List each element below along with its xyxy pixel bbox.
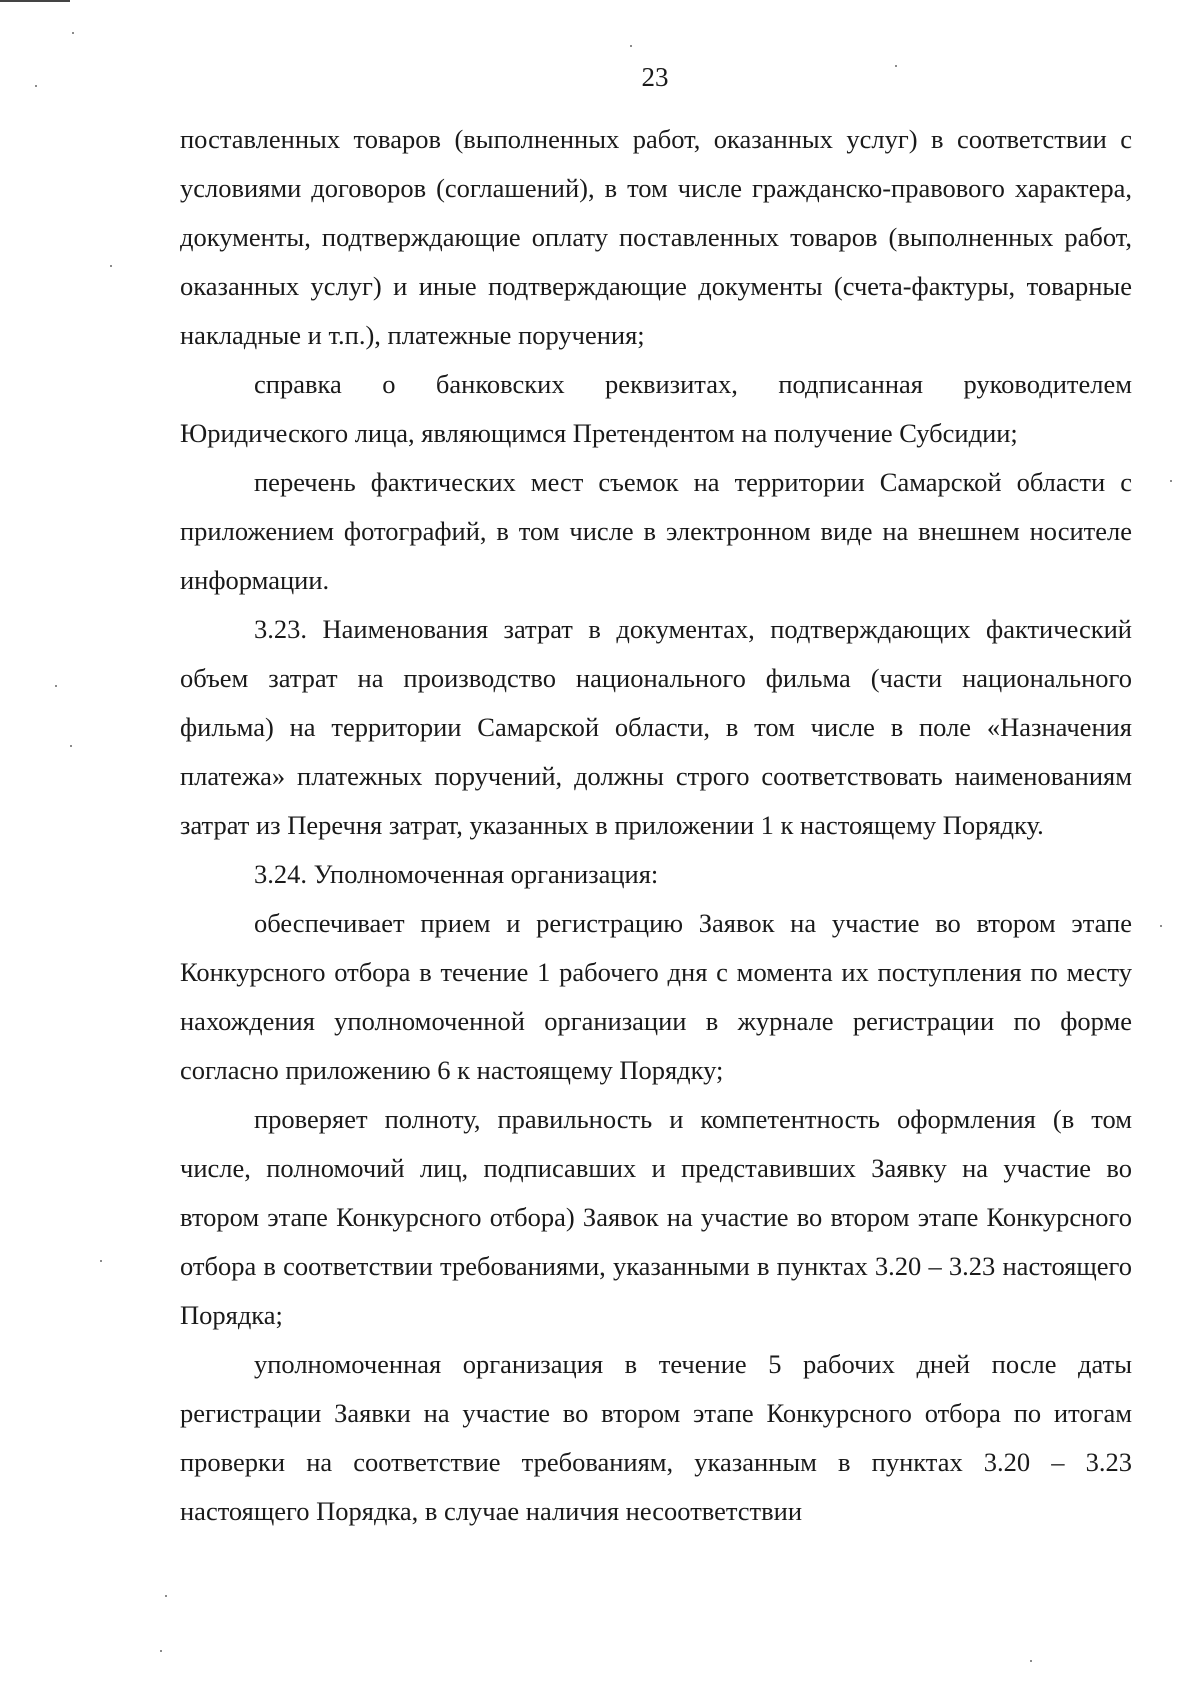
page-number: 23: [641, 62, 669, 92]
paragraph-bank-details: справка о банковских реквизитах, подписанная руководителем Юридического лица, являющимся Претендентом на получение Субсидии;: [180, 369, 1132, 448]
scan-speck: [630, 45, 632, 47]
paragraph-review-period: уполномоченная организация в течение 5 рабочих дней после даты регистрации Заявки на участие во втором этапе Конкурсного отбора по итогам проверки на соответствие требованиям, указанным в пунктах 3.20 – 3.23 настоящего Порядка, в случае наличия несоответствии: [180, 1349, 1132, 1526]
scan-speck: [72, 32, 74, 34]
paragraph-clause-3-24: 3.24. Уполномоченная организация:: [254, 859, 659, 889]
scan-speck: [100, 1260, 102, 1262]
paragraph-filming-locations: перечень фактических мест съемок на территории Самарской области с приложением фотографий, в том числе в электронном виде на внешнем носителе информации.: [180, 467, 1132, 595]
scan-edge-line: [0, 0, 70, 2]
scan-speck: [70, 745, 72, 747]
scan-speck: [1160, 925, 1162, 927]
scan-speck: [165, 1595, 167, 1597]
paragraph-verification: проверяет полноту, правильность и компетентность оформления (в том числе, полномочий лиц, подписавших и представивших Заявку на участие во втором этапе Конкурсного отбора) Заявок на участие во втором этапе Конкурсного отбора в соответствии требованиями, указанными в пунктах 3.20 – 3.23 настоящего Порядка;: [180, 1104, 1132, 1330]
scan-speck: [160, 1650, 162, 1652]
scan-speck: [1030, 1660, 1032, 1662]
document-body: [180, 115, 1132, 1536]
paragraph-clause-3-23: 3.23. Наименования затрат в документах, подтверждающих фактический объем затрат на производство национального фильма (части национального фильма) на территории Самарской области, в том числе в поле «Назначения платежа» платежных поручений, должны строго соответствовать наименованиям затрат из Перечня затрат, указанных в приложении 1 к настоящему Порядку.: [180, 614, 1132, 840]
scan-speck: [110, 265, 112, 267]
scan-speck: [1170, 480, 1172, 482]
paragraph-continuation: поставленных товаров (выполненных работ, оказанных услуг) в соответствии с условиями договоров (соглашений), в том числе гражданско-правового характера, документы, подтверждающие оплату поставленных товаров (выполненных работ, оказанных услуг) и иные подтверждающие документы (счета-фактуры, товарные накладные и т.п.), платежные поручения;: [180, 124, 1132, 350]
paragraph-registration: обеспечивает прием и регистрацию Заявок на участие во втором этапе Конкурсного отбора в течение 1 рабочего дня с момента их поступления по месту нахождения уполномоченной организации в журнале регистрации по форме согласно приложению 6 к настоящему Порядку;: [180, 908, 1132, 1085]
scan-speck: [55, 685, 57, 687]
